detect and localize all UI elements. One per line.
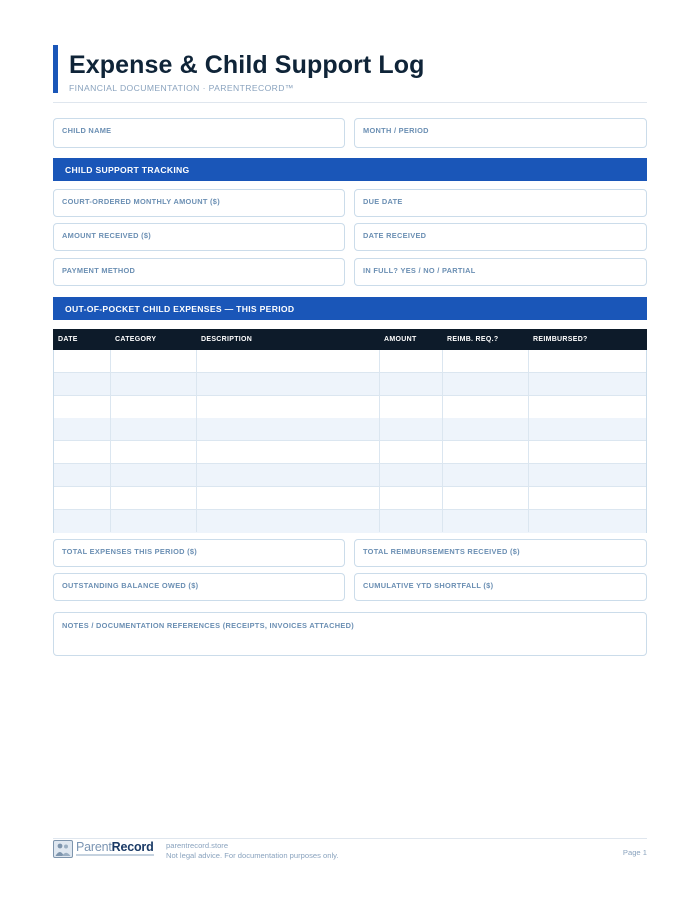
total-expenses-label: TOTAL EXPENSES THIS PERIOD ($)	[62, 547, 198, 556]
column-divider	[110, 350, 111, 532]
logo-tagline-rule	[76, 854, 154, 856]
table-row[interactable]	[54, 441, 646, 464]
page-title: Expense & Child Support Log	[69, 51, 425, 79]
date-received-label: DATE RECEIVED	[363, 231, 427, 240]
court-ordered-amount-field[interactable]	[53, 189, 345, 217]
month-period-field[interactable]	[354, 118, 647, 148]
footer-disclaimer: Not legal advice. For documentation purposes only.	[166, 851, 339, 860]
due-date-field[interactable]	[354, 189, 647, 217]
section-child-support-title: CHILD SUPPORT TRACKING	[65, 165, 190, 175]
table-row[interactable]	[54, 396, 646, 419]
column-divider	[196, 350, 197, 532]
family-icon	[53, 840, 73, 858]
column-divider	[379, 350, 380, 532]
logo-wordmark-record: Record	[111, 840, 154, 854]
due-date-label: DUE DATE	[363, 197, 403, 206]
outstanding-balance-label: OUTSTANDING BALANCE OWED ($)	[62, 581, 199, 590]
notes-label: NOTES / DOCUMENTATION REFERENCES (RECEIPTS, INVOICES ATTACHED)	[62, 621, 355, 630]
column-divider	[442, 350, 443, 532]
amount-received-field[interactable]	[53, 223, 345, 251]
month-period-label: MONTH / PERIOD	[363, 126, 429, 135]
footer-divider	[53, 838, 647, 839]
section-expenses	[53, 297, 647, 320]
footer-url[interactable]: parentrecord.store	[166, 841, 229, 850]
logo-wordmark-parent: Parent	[76, 840, 112, 854]
section-child-support	[53, 158, 647, 181]
column-header-category: CATEGORY	[115, 336, 157, 343]
title-accent-bar	[53, 45, 58, 93]
ytd-shortfall-label: CUMULATIVE YTD SHORTFALL ($)	[363, 581, 494, 590]
table-row[interactable]	[54, 350, 646, 373]
table-row[interactable]	[54, 487, 646, 510]
parentrecord-logo	[53, 840, 155, 860]
title-block	[53, 45, 647, 103]
table-row[interactable]	[54, 510, 646, 533]
in-full-label: IN FULL? YES / NO / PARTIAL	[363, 266, 476, 275]
ytd-shortfall-field[interactable]	[354, 573, 647, 601]
page-number: Page 1	[622, 848, 647, 857]
column-divider	[528, 350, 529, 532]
notes-field[interactable]	[53, 612, 647, 656]
date-received-field[interactable]	[354, 223, 647, 251]
table-row[interactable]	[54, 418, 646, 441]
expense-table-body	[53, 350, 647, 533]
column-header-date: DATE	[58, 336, 78, 343]
amount-received-label: AMOUNT RECEIVED ($)	[62, 231, 152, 240]
column-header-description: DESCRIPTION	[201, 336, 253, 343]
total-reimbursements-field[interactable]	[354, 539, 647, 567]
expense-table-header	[53, 329, 647, 350]
outstanding-balance-field[interactable]	[53, 573, 345, 601]
column-header-reimbursed: REIMBURSED?	[533, 336, 588, 343]
child-name-label: CHILD NAME	[62, 126, 112, 135]
total-reimbursements-label: TOTAL REIMBURSEMENTS RECEIVED ($)	[363, 547, 520, 556]
child-name-field[interactable]	[53, 118, 345, 148]
total-expenses-field[interactable]	[53, 539, 345, 567]
column-header-amount: AMOUNT	[384, 336, 417, 343]
payment-method-field[interactable]	[53, 258, 345, 286]
section-expenses-title: OUT-OF-POCKET CHILD EXPENSES — THIS PERIOD	[65, 304, 295, 314]
table-row[interactable]	[54, 464, 646, 487]
logo-wordmark	[76, 840, 154, 854]
column-header-reimb-req: REIMB. REQ.?	[447, 336, 499, 343]
page-subtitle: FINANCIAL DOCUMENTATION · PARENTRECORD™	[69, 83, 294, 93]
table-row[interactable]	[54, 373, 646, 396]
payment-method-label: PAYMENT METHOD	[62, 266, 136, 275]
court-ordered-amount-label: COURT-ORDERED MONTHLY AMOUNT ($)	[62, 197, 220, 206]
in-full-field[interactable]	[354, 258, 647, 286]
